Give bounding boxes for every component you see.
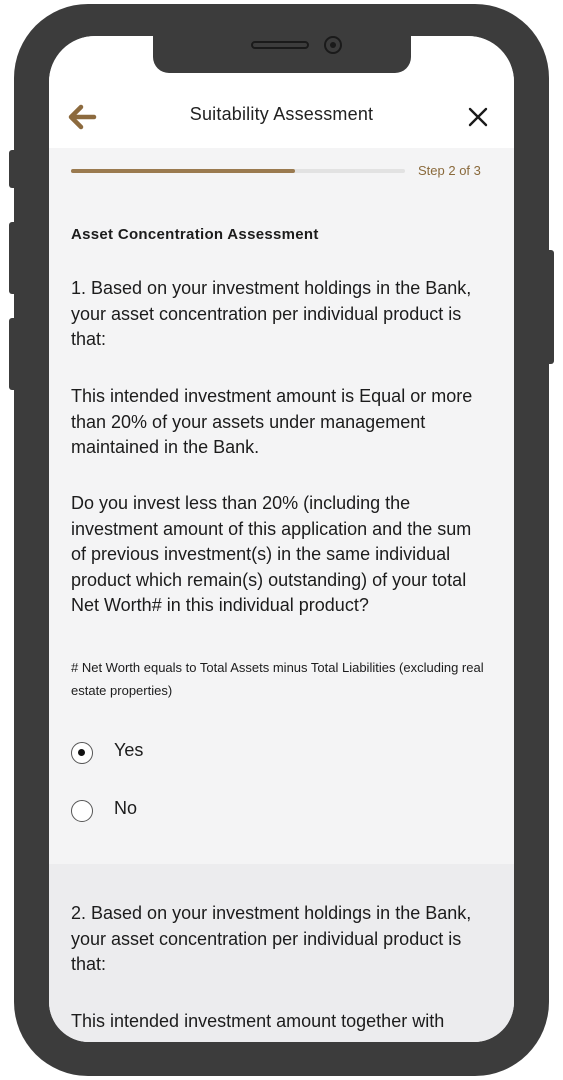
progress-bar-fill	[71, 169, 295, 173]
close-icon	[467, 106, 489, 128]
step-indicator: Step 2 of 3	[418, 163, 481, 178]
phone-power-button	[544, 250, 554, 364]
question-1-statement: This intended investment amount is Equal or more than 20% of your assets under management maintained in the Bank.	[71, 386, 473, 457]
option-no-label: No	[114, 798, 138, 818]
speaker-grille	[251, 41, 309, 49]
phone-volume-down	[9, 318, 19, 390]
question-2-heading: 2. Based on your investment holdings in the Bank, your asset concentration per individual product is that:	[71, 903, 472, 974]
close-button[interactable]	[467, 106, 489, 128]
option-yes[interactable]	[71, 738, 271, 768]
radio-button-no[interactable]	[71, 800, 93, 822]
phone-silent-switch	[9, 150, 19, 188]
question-1-heading: 1. Based on your investment holdings in the Bank, your asset concentration per individual product is that:	[71, 278, 472, 349]
progress-bar	[71, 169, 405, 173]
page-title: Suitability Assessment	[189, 104, 374, 124]
app-screen	[49, 36, 514, 1042]
question-1-prompt: Do you invest less than 20% (including the investment amount of this application and the sum of previous investment(s) in the same individual product which remain(s) outstanding) of your total Net Worth# in this individual product?	[71, 493, 472, 615]
section-title: Asset Concentration Assessment	[71, 226, 319, 243]
question-2-statement: This intended investment amount together with	[71, 1011, 445, 1031]
radio-button-yes[interactable]	[71, 742, 93, 764]
phone-notch	[153, 36, 411, 73]
option-no[interactable]	[71, 796, 271, 826]
option-yes-label: Yes	[114, 740, 144, 760]
phone-volume-up	[9, 222, 19, 294]
question-2-card	[49, 864, 514, 1042]
net-worth-footnote: # Net Worth equals to Total Assets minus Total Liabilities (excluding real estate properties)	[71, 660, 484, 698]
front-camera	[324, 36, 342, 54]
